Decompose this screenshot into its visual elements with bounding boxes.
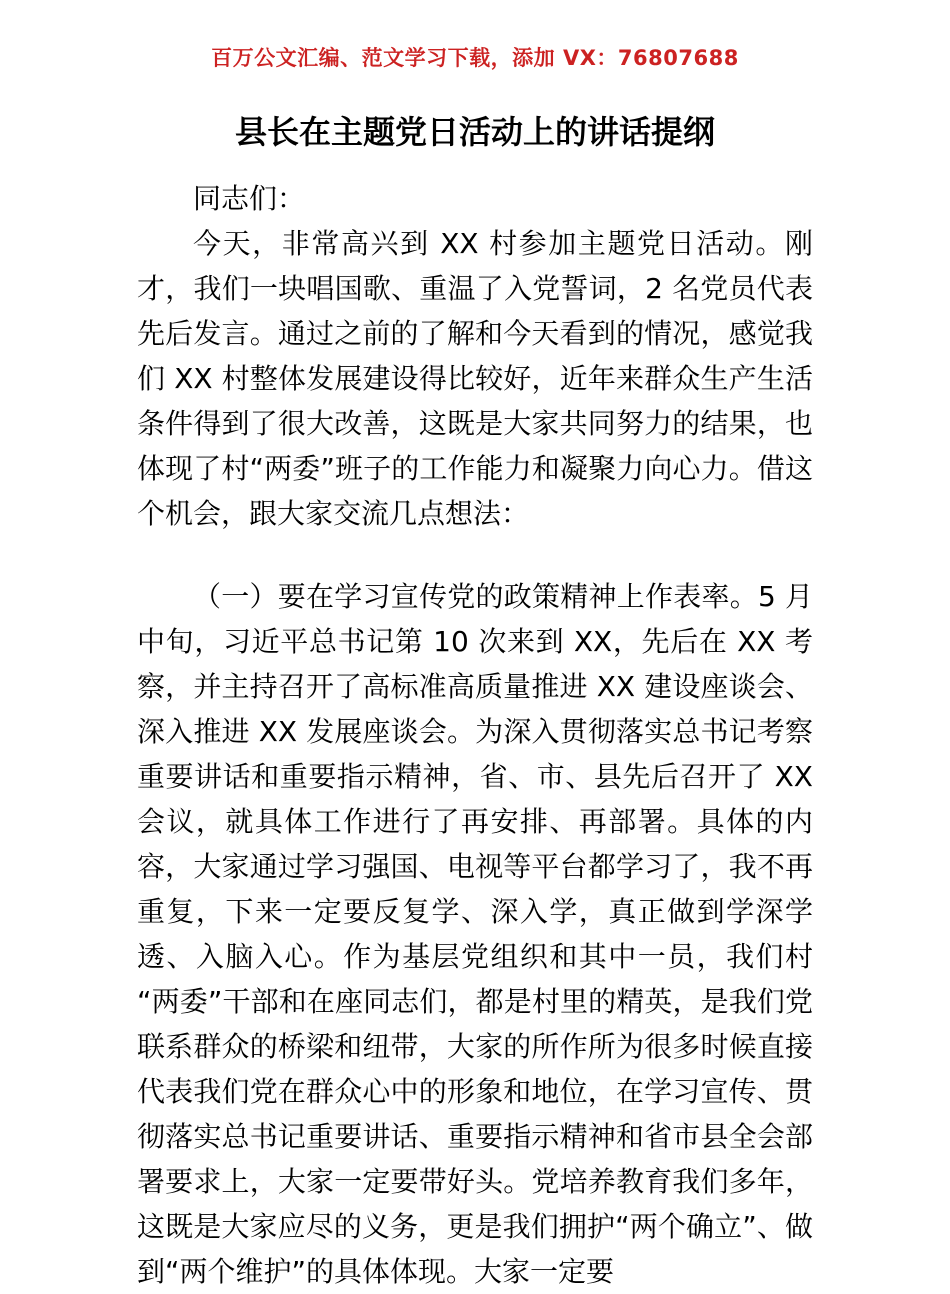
document-body (137, 176, 813, 1294)
page-title: 县长在主题党日活动上的讲话提纲 (234, 113, 715, 151)
promo-banner-text: 百万公文汇编、范文学习下载，添加 VX：76807688 (211, 46, 739, 70)
promo-banner (0, 48, 950, 69)
spacer (137, 536, 813, 574)
salutation: 同志们： (193, 182, 306, 215)
paragraph-section-one: （一）要在学习宣传党的政策精神上作表率。5 月中旬，习近平总书记第 10 次来到 XX，先后在 XX 考察，并主持召开了高标准高质量推进 XX 建设座谈会、深入推进 XX 发展座谈会。为深入贯彻落实总书记考察重要讲话和重要指示精神，省、市、县先后召开了 XX 会议，就具体工作进行了再安排、再部署。具体的内容，大家通过学习强国、电视等平台都学习了，我不再重复，下来一定要反复学、深入学，真正做到学深学透、入脑入心。作为基层党组织和其中一员，我们村“两委”干部和在座同志们，都是村里的精英，是我们党联系群众的桥梁和纽带，大家的所作所为很多时候直接代表我们党在群众心中的形象和地位，在学习宣传、贯彻落实总书记重要讲话、重要指示精神和省市县全会部署要求上，大家一定要带好头。党培养教育我们多年，这既是大家应尽的义务，更是我们拥护“两个确立”、做到“两个维护”的具体体现。大家一定要 (137, 580, 813, 1288)
paragraph-opening: 今天，非常高兴到 XX 村参加主题党日活动。刚才，我们一块唱国歌、重温了入党誓词，2 名党员代表先后发言。通过之前的了解和今天看到的情况，感觉我们 XX 村整体发展建设得比较好，近年来群众生产生活条件得到了很大改善，这既是大家共同努力的结果，也体现了村“两委”班子的工作能力和凝聚力向心力。借这个机会，跟大家交流几点想法： (137, 227, 813, 530)
